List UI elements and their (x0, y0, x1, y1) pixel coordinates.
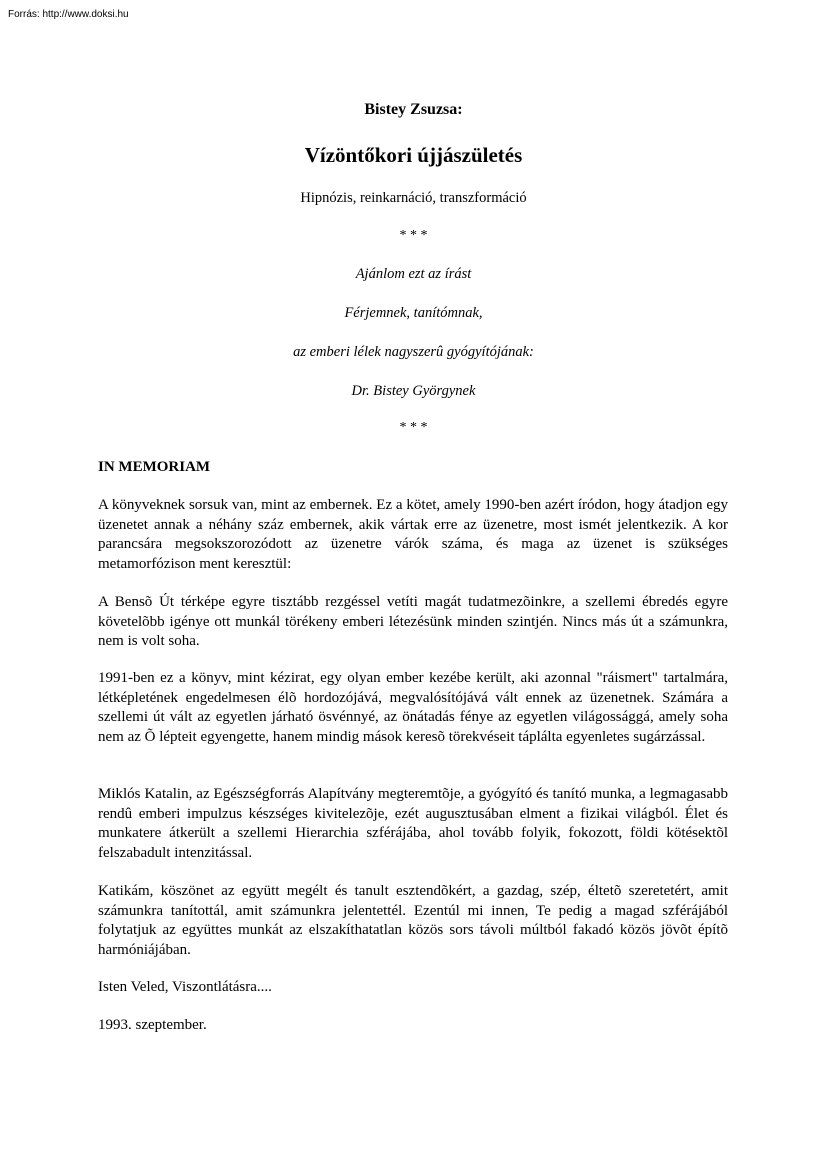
section-heading: IN MEMORIAM (98, 459, 211, 475)
paragraph-3: 1991-ben ez a könyv, mint kézirat, egy olyan ember kezébe került, aki azonnal "ráismert" tartalmára, létképletének engedelmesen élõ hordozójává, megvalósítójává vált ennek az üzenetnek. Számára a szellemi út vált az egyetlen járható ösvénnyé, az önátadás fénye az egyetlen világossággá, amely soha nem az Õ lépteit egyengette, hanem mindig mások keresõ törekvéseit táplálta egyenletes sugárzással. (98, 670, 728, 745)
paragraph-4: Miklós Katalin, az Egészségforrás Alapítvány megteremtõje, a gyógyító és tanító munka, a legmagasabb rendû emberi impulzus készséges kivitelezõje, ezét augusztusában elment a fizikai világból. Élet és munkatere átkerült a szellemi Hierarchia szférájába, ahol tovább folyik, fokozott, földi kötésektõl felszabadult intenzitással. (98, 786, 728, 861)
separator-top: * * * (399, 228, 428, 243)
author-name: Bistey Zsuzsa: (364, 101, 463, 118)
dedication-line-3: az emberi lélek nagyszerû gyógyítójának: (293, 344, 534, 360)
paragraph-5: Katikám, köszönet az együtt megélt és tanult esztendõkért, a gazdag, szép, éltetõ szeretetért, amit számunkra tanítottál, amit számunkra jelentettél. Ezentúl mi innen, Te pedig a magad szférájából folytatjuk az együttes munkát az elszakíthatatlan közös sors távoli múltból fakadó közös jövõt építõ harmóniájában. (98, 883, 728, 958)
dedication-line-2: Férjemnek, tanítómnak, (344, 305, 483, 321)
dedication-line-4: Dr. Bistey Györgynek (351, 383, 476, 399)
date-line: 1993. szeptember. (98, 1017, 207, 1033)
paragraph-2: A Bensõ Út térképe egyre tisztább rezgéssel vetíti magát tudatmezõinkre, a szellemi ébredés egyre követelõbb igénye ott munkál törékeny emberi létezésünk minden szintjén. Nincs más út a számunkra, nem is volt soha. (98, 594, 728, 649)
farewell-line: Isten Veled, Viszontlátásra.... (98, 979, 272, 995)
dedication-line-1: Ajánlom ezt az írást (355, 266, 472, 282)
document-subtitle: Hipnózis, reinkarnáció, transzformáció (300, 190, 527, 206)
document-title: Vízöntőkori újjászületés (304, 143, 523, 167)
separator-bottom: * * * (399, 420, 428, 435)
source-line: Forrás: http://www.doksi.hu (8, 9, 129, 20)
paragraph-1: A könyveknek sorsuk van, mint az embernek. Ez a kötet, amely 1990-ben azért íródon, hogy átadjon egy üzenetet annak a néhány száz embernek, akik vártak erre az üzenetre, most ismét jelentkezik. A kor parancsára megsokszorozódott az üzenetre várók száma, és maga az üzenet is szükséges metamorfózison ment keresztül: (98, 497, 728, 572)
